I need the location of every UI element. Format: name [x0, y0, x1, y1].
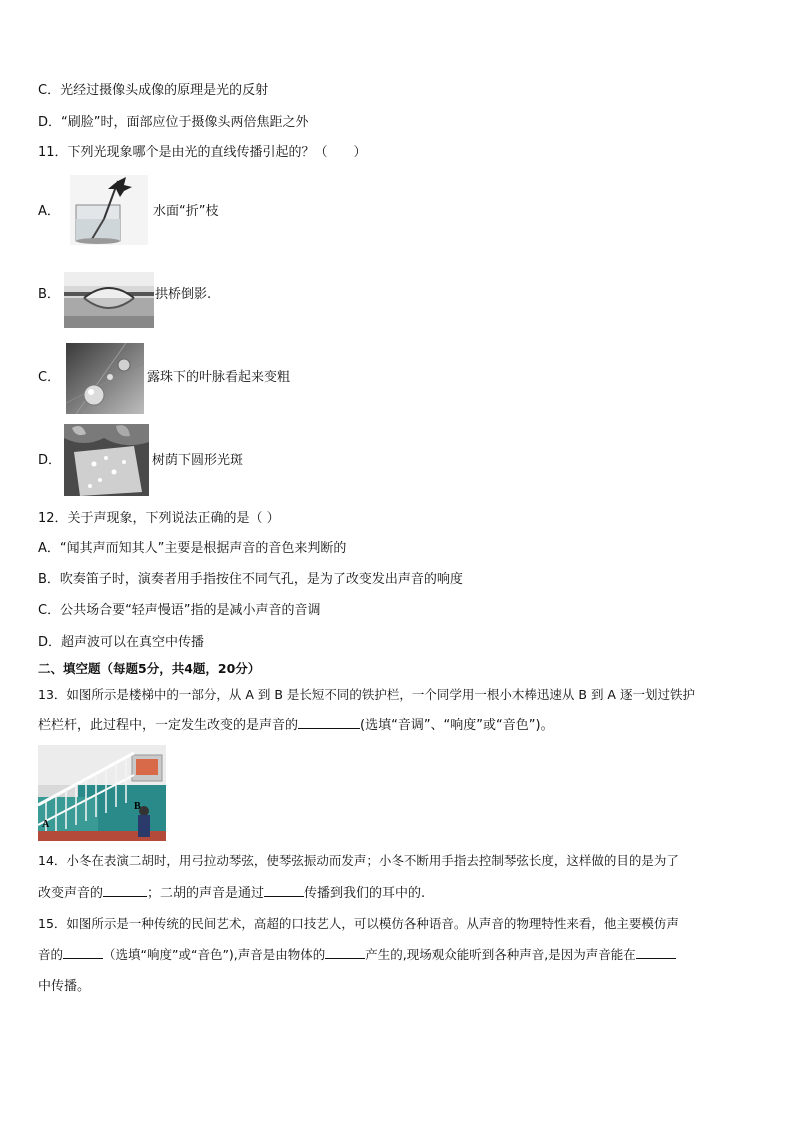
question-13-line-1: 13．如图所示是楼梯中的一部分，从 A 到 B 是长短不同的铁护栏，一个同学用一根小木棒迅速从 B 到 A 逐一划过铁护 — [38, 687, 695, 702]
stairs-label-a: A — [42, 819, 50, 830]
question-14-line-1: 14．小冬在表演二胡时，用弓拉动琴弦，使琴弦振动而发声；小冬不断用手指去控制琴弦长度，这样做的目的是为了 — [38, 853, 679, 868]
q15-answer-blank-1[interactable] — [63, 946, 103, 959]
stairs-label-b: B — [134, 801, 141, 812]
q11-option-c-text: 露珠下的叶脉看起来变粗 — [147, 370, 291, 385]
q13-text-b: (选填“音调”、“响度”或“音色”)。 — [360, 718, 554, 733]
q11-option-a-letter: A． — [38, 204, 60, 219]
q12-option-c: C．公共场合要“轻声慢语”指的是减小声音的音调 — [38, 603, 321, 618]
q14-text-c: 传播到我们的耳中的. — [304, 886, 426, 901]
q14-text-b: ；二胡的声音是通过 — [147, 886, 265, 901]
question-15-line-2 — [38, 946, 676, 964]
q12-option-b: B．吹奏笛子时，演奏者用手指按住不同气孔，是为了改变发出声音的响度 — [38, 572, 463, 587]
q12-option-a: A．“闻其声而知其人”主要是根据声音的音色来判断的 — [38, 541, 347, 556]
q15-text-c: 产生的,现场观众能听到各种声音,是因为声音能在 — [365, 947, 636, 962]
question-11: 11．下列光现象哪个是由光的直线传播引起的？（ ） — [38, 145, 367, 160]
arch-bridge-reflection-image — [64, 272, 154, 328]
question-14-line-2 — [38, 884, 425, 903]
q14-answer-blank-1[interactable] — [103, 884, 147, 897]
q15-text-a: 音的 — [38, 947, 64, 962]
question-15-line-1: 15．如图所示是一种传统的民间艺术，高超的口技艺人，可以模仿各种语音。从声音的物理特性来看，他主要模仿声 — [38, 916, 679, 931]
option-d-prev: D．“刷脸”时，面部应位于摄像头两倍焦距之外 — [38, 115, 309, 130]
question-13-line-2 — [38, 716, 554, 735]
question-12: 12．关于声现象，下列说法正确的是（ ） — [38, 511, 280, 526]
q15-answer-blank-3[interactable] — [636, 946, 676, 959]
q11-option-b-text: 拱桥倒影. — [155, 287, 212, 302]
dewdrop-on-leaf-image — [66, 343, 144, 414]
q14-answer-blank-2[interactable] — [264, 884, 304, 897]
q11-option-d-text: 树荫下圆形光斑 — [152, 453, 244, 468]
q13-text-a: 栏栏杆，此过程中，一定发生改变的是声音的 — [38, 718, 299, 733]
option-c-prev: C．光经过摄像头成像的原理是光的反射 — [38, 83, 269, 98]
staircase-railing-image — [38, 745, 166, 841]
q11-option-c-letter: C． — [38, 370, 61, 385]
q11-option-b-letter: B． — [38, 287, 60, 302]
q15-answer-blank-2[interactable] — [325, 946, 365, 959]
q15-text-b: （选填“响度”或“音色”),声音是由物体的 — [103, 947, 326, 962]
tree-shade-light-spots-image — [64, 424, 149, 496]
question-15-line-3: 中传播。 — [38, 979, 91, 994]
q13-answer-blank[interactable] — [298, 716, 360, 729]
q12-option-d: D．超声波可以在真空中传播 — [38, 635, 205, 650]
section-heading-fill-in: 二、填空题（每题5分，共4题，20分） — [38, 661, 261, 676]
q11-option-a-text: 水面“折”枝 — [153, 204, 219, 219]
q11-option-d-letter: D． — [38, 453, 62, 468]
bent-stick-in-water-image — [70, 175, 148, 245]
q14-text-a: 改变声音的 — [38, 886, 104, 901]
